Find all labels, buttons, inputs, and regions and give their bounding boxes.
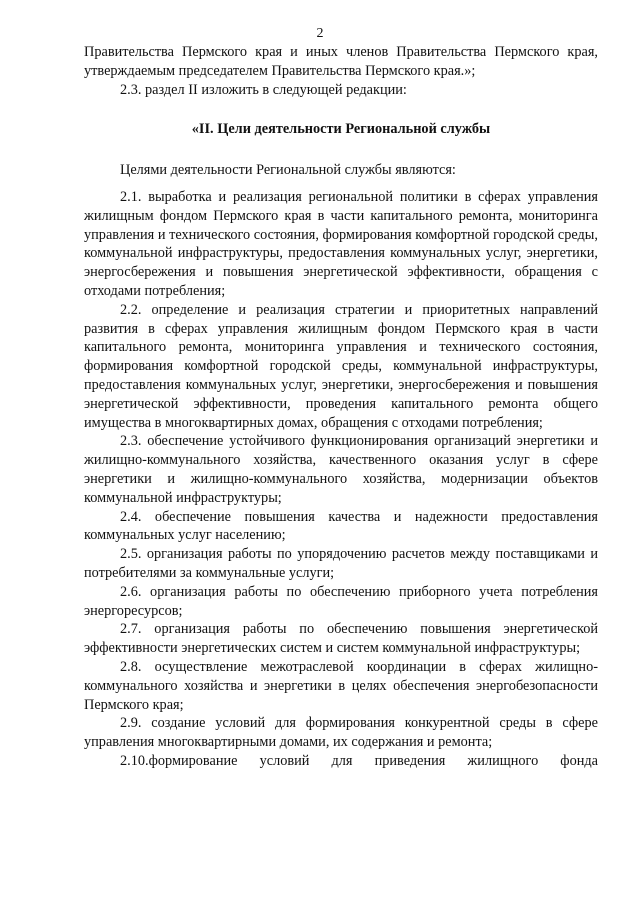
list-item-2-4: 2.4. обеспечение повышения качества и надежности предоставления коммунальных услуг населению; bbox=[84, 508, 598, 544]
section-heading: «II. Цели деятельности Региональной службы bbox=[191, 121, 491, 138]
list-item-2-8: 2.8. осуществление межотраслевой координации в сферах жилищно-коммунального хозяйства и энергетики в целях обеспечения энергобезопасности Пермского края; bbox=[84, 658, 598, 713]
page-number: 2 bbox=[316, 26, 324, 41]
document-body bbox=[84, 43, 598, 771]
paragraph-amendment-2-3: 2.3. раздел II изложить в следующей редакции: bbox=[120, 81, 407, 98]
list-item-2-3: 2.3. обеспечение устойчивого функционирования организаций энергетики и жилищно-коммунального хозяйства, качественного оказания услуг в сфере энергетики и жилищно-коммунального хозяйства, модернизации объектов коммунальной инфраструктуры; bbox=[84, 433, 598, 506]
list-item-2-10: 2.10.формирование условий для приведения жилищного фонда bbox=[120, 752, 598, 769]
list-item-2-2: 2.2. определение и реализация стратегии и приоритетных направлений развития в сферах управления жилищным фондом Пермского края в части капитального ремонта, мониторинга управления и технического состояния, формирования комфортной городской среды, коммунальной инфраструктуры, предоставления коммунальных услуг, энергетики, энергосбережения и повышения энергетической эффективности, проведения капитального ремонта общего имущества в многоквартирных домах, обращения с отходами потребления; bbox=[84, 301, 598, 431]
list-item-2-1: 2.1. выработка и реализация региональной политики в сферах управления жилищным фондом Пермского края в части капитального ремонта, мониторинга управления и технического состояния, формирования комфортной городской среды, коммунальной инфраструктуры, предоставления коммунальных услуг, энергетики, энергосбережения и повышения энергетической эффективности, обращения с отходами потребления; bbox=[84, 188, 598, 299]
list-item-2-7: 2.7. организация работы по обеспечению повышения энергетической эффективности энергетических систем и систем коммунальной инфраструктуры; bbox=[84, 621, 598, 657]
list-item-2-6: 2.6. организация работы по обеспечению приборного учета потребления энергоресурсов; bbox=[84, 583, 598, 619]
list-item-2-5: 2.5. организация работы по упорядочению расчетов между поставщиками и потребителями за коммунальные услуги; bbox=[84, 546, 598, 581]
list-item-2-9: 2.9. создание условий для формирования конкурентной среды в сфере управления многоквартирными домами, их содержания и ремонта; bbox=[84, 715, 598, 751]
paragraph-intro: Целями деятельности Региональной службы являются: bbox=[120, 162, 456, 179]
paragraph-continuation: Правительства Пермского края и иных членов Правительства Пермского края, утверждаемым председателем Правительства Пермского края.»; bbox=[84, 44, 598, 79]
